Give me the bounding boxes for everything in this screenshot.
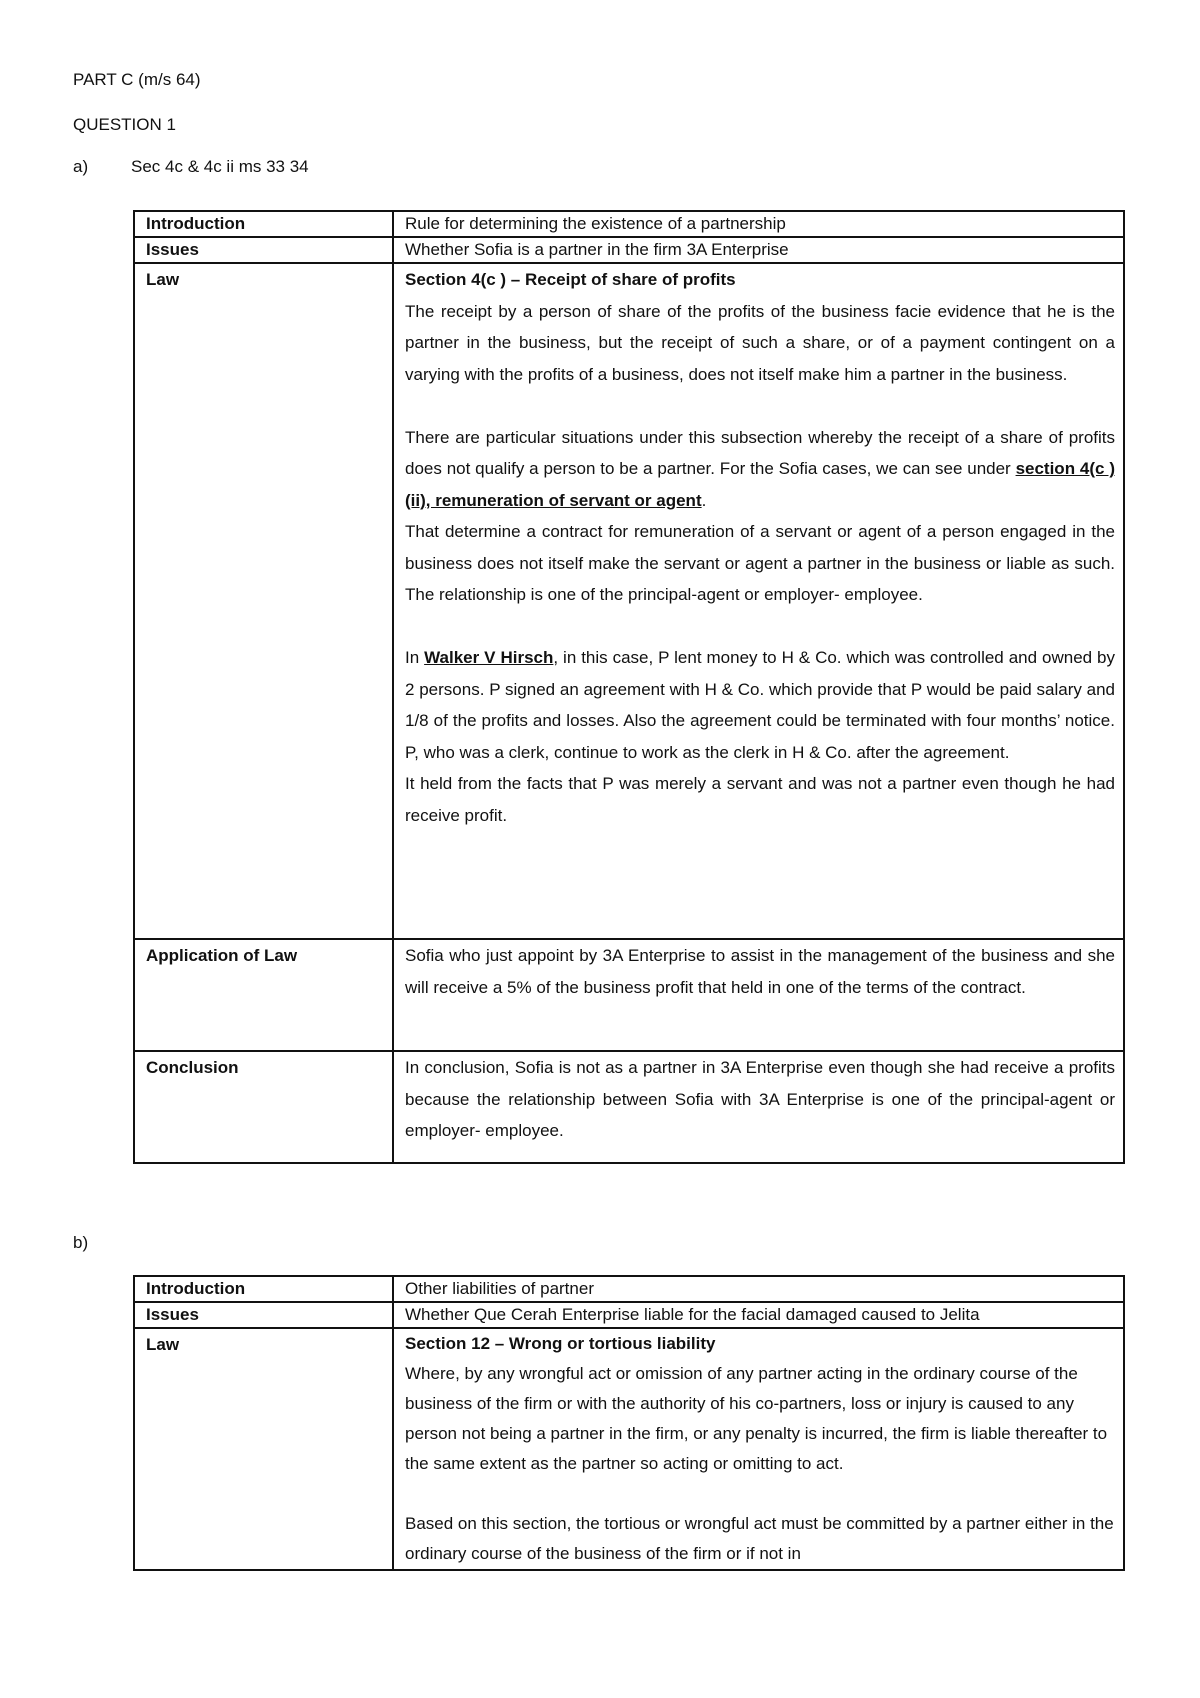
law-paragraph-2: Based on this section, the tortious or wrongful act must be committed by a partner either in the ordinary course of the business of the firm or if not in	[405, 1514, 1114, 1563]
row-label-issues: Issues	[134, 1302, 393, 1328]
law-paragraph-4: In Walker V Hirsch, in this case, P lent money to H & Co. which was controlled and owned by 2 persons. P signed an agreement with H & Co. which provide that P would be paid salary and 1/8 of the profits and losses. Also the agreement could be terminated with four months’ notice. P, who was a clerk, continue to work as the clerk in H & Co. after the agreement.	[405, 648, 1115, 762]
row-content-conclusion: In conclusion, Sofia is not as a partner in 3A Enterprise even though she had receive a profits because the relationship between Sofia with 3A Enterprise is one of the principal-agent or employer- employee.	[393, 1051, 1124, 1163]
part-a-line	[73, 157, 309, 177]
law-paragraph-3: That determine a contract for remuneration of a servant or agent of a person engaged in the business does not itself make the servant or agent a partner in the business or liable as such. The relationship is one of the principal-agent or employer- employee.	[405, 522, 1115, 604]
law-section-heading: Section 4(c ) – Receipt of share of profits	[405, 270, 736, 289]
law-paragraph-1: The receipt by a person of share of the profits of the business facie evidence that he is the partner in the business, but the receipt of such a share, or of a payment contingent on a varying with the profits of a business, does not itself make him a partner in the business.	[405, 301, 1115, 384]
part-heading: PART C (m/s 64)	[73, 70, 201, 89]
law-paragraph-2: There are particular situations under this subsection whereby the receipt of a share of profits does not qualify a person to be a partner. For the Sofia cases, we can see under section 4(c ) (ii), remuneration of servant or agent.	[405, 427, 1115, 510]
table-row	[134, 939, 1124, 1051]
part-a-table	[133, 210, 1125, 1164]
table-row	[134, 1051, 1124, 1163]
part-b-line	[73, 1233, 131, 1253]
row-content-application: Sofia who just appoint by 3A Enterprise to assist in the management of the business and she will receive a 5% of the business profit that held in one of the terms of the contract.	[393, 939, 1124, 1051]
row-content-introduction: Rule for determining the existence of a partnership	[393, 211, 1124, 237]
table-row	[134, 1302, 1124, 1328]
row-content-issues: Whether Que Cerah Enterprise liable for the facial damaged caused to Jelita	[393, 1302, 1124, 1328]
law-paragraph-5: It held from the facts that P was merely a servant and was not a partner even though he had receive profit.	[405, 774, 1115, 825]
law-section-heading: Section 12 – Wrong or tortious liability	[405, 1334, 716, 1353]
row-label-application: Application of Law	[134, 939, 393, 1051]
row-content-introduction: Other liabilities of partner	[393, 1276, 1124, 1302]
part-b-table	[133, 1275, 1125, 1571]
row-label-conclusion: Conclusion	[134, 1051, 393, 1163]
table-row	[134, 1276, 1124, 1302]
table-row	[134, 263, 1124, 939]
part-b-marker: b)	[73, 1233, 89, 1252]
section-reference-link: section 4(c ) (ii), remuneration of servant or agent	[405, 459, 1115, 510]
law-paragraph-1: Where, by any wrongful act or omission of any partner acting in the ordinary course of the business of the firm or with the authority of his co-partners, loss or injury is caused to any person not being a partner in the firm, or any penalty is incurred, the firm is liable thereafter to the same extent as the partner so acting or omitting to act.	[405, 1364, 1108, 1473]
part-a-marker: a)	[73, 157, 89, 176]
row-label-law: Law	[134, 1328, 393, 1570]
row-label-law: Law	[134, 263, 393, 939]
row-content-law	[393, 1328, 1124, 1570]
table-row	[134, 211, 1124, 237]
table-row	[134, 237, 1124, 263]
row-content-issues: Whether Sofia is a partner in the firm 3A Enterprise	[393, 237, 1124, 263]
part-a-reference: Sec 4c & 4c ii ms 33 34	[131, 157, 309, 176]
question-heading: QUESTION 1	[73, 115, 176, 134]
row-label-issues: Issues	[134, 237, 393, 263]
row-content-law	[393, 263, 1124, 939]
table-row	[134, 1328, 1124, 1570]
row-label-introduction: Introduction	[134, 1276, 393, 1302]
case-name: Walker V Hirsch	[424, 648, 554, 667]
row-label-introduction: Introduction	[134, 211, 393, 237]
